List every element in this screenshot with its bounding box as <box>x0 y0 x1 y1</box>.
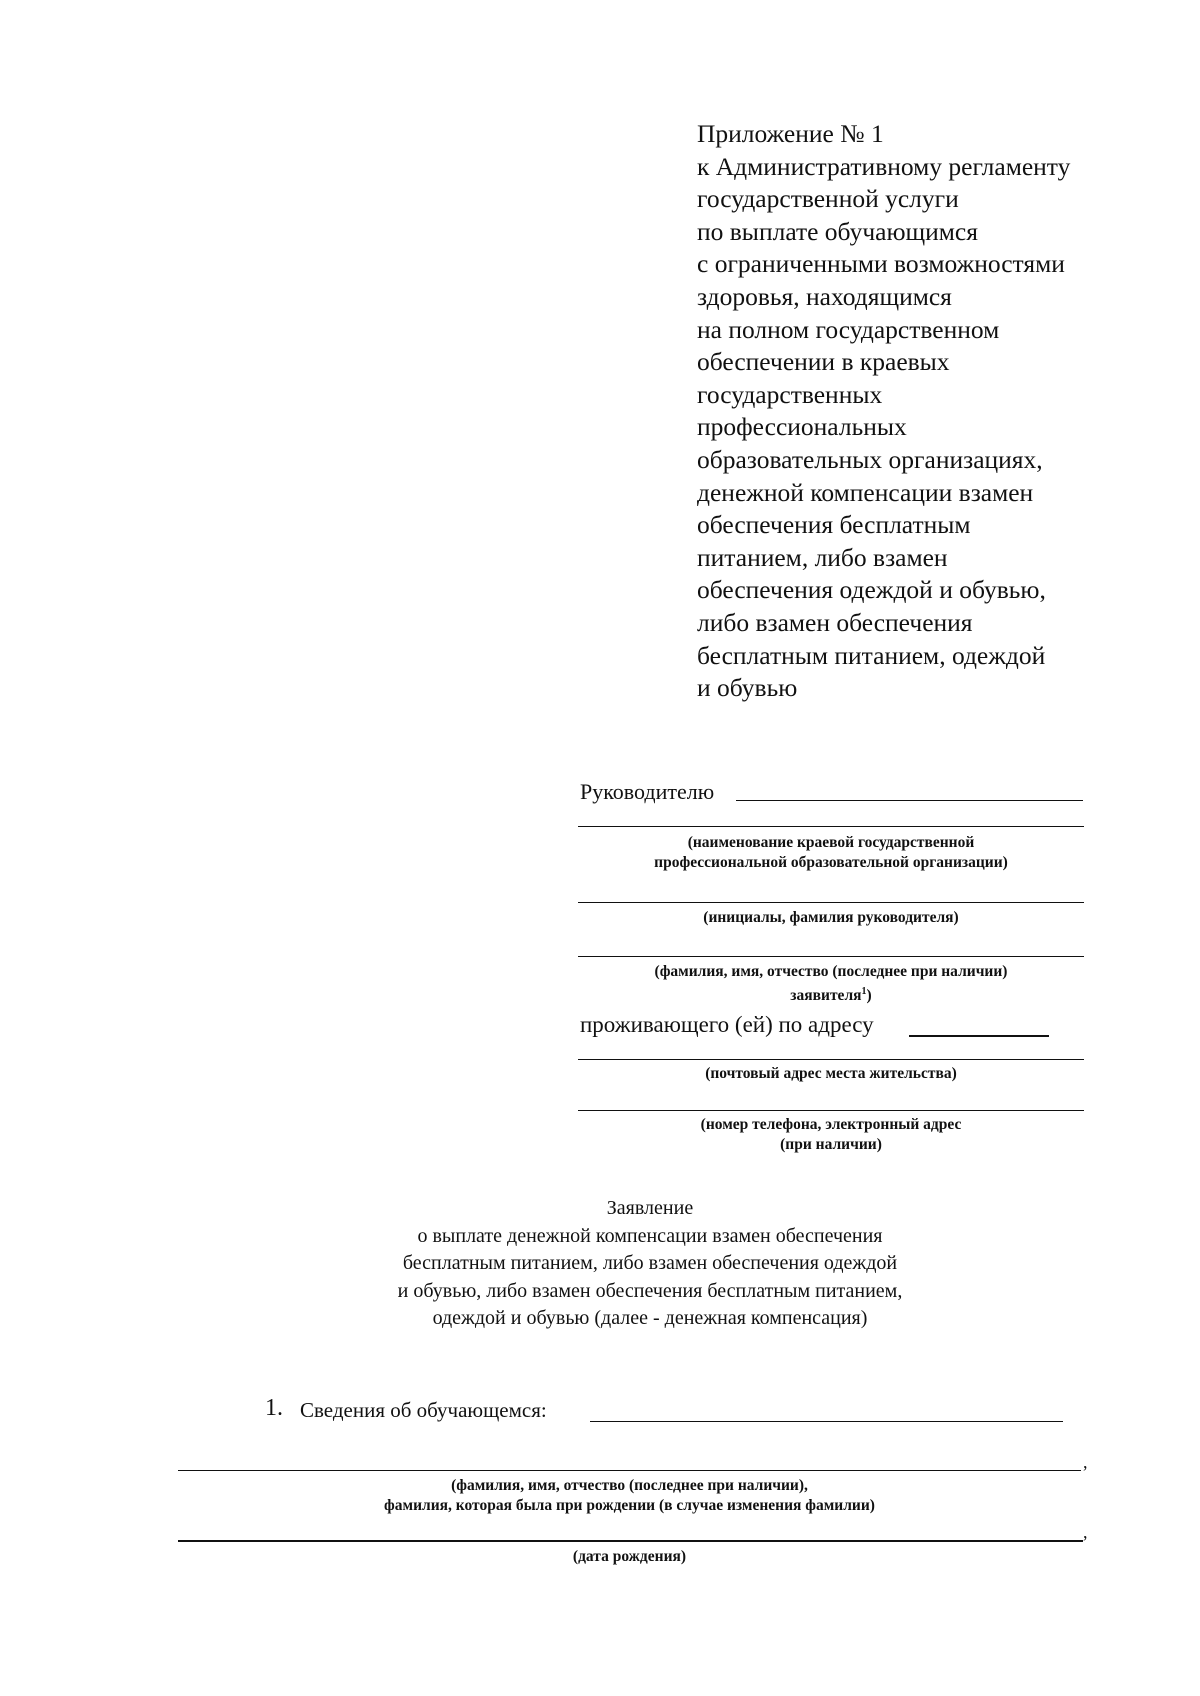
section-label: Сведения об обучающемся: <box>300 1398 547 1422</box>
appendix-line: либо взамен обеспечения <box>697 607 973 637</box>
head-name-field[interactable] <box>736 800 1083 801</box>
head-caption: (инициалы, фамилия руководителя) <box>703 909 959 926</box>
statement-title <box>220 1195 1080 1333</box>
to-head-label: Руководителю <box>580 779 715 804</box>
residing-label: проживающего (ей) по адресу <box>580 1012 874 1037</box>
contact-caption: (номер телефона, электронный адрес (при наличии) <box>700 1116 962 1153</box>
appendix-line: по выплате обучающимся <box>697 216 978 246</box>
footnote-marker: 1 <box>861 986 867 997</box>
appendix-line: с ограниченными возможностями <box>697 249 1065 279</box>
appendix-header <box>697 118 1167 705</box>
statement-subtitle: бесплатным питанием, либо взамен обеспечения одеждой <box>402 1252 898 1274</box>
birth-date-caption: (дата рождения) <box>572 1548 687 1565</box>
student-name-caption: (фамилия, имя, отчество (последнее при наличии), фамилия, которая была при рождении (в случае изменения фамилии) <box>384 1477 875 1514</box>
statement-subtitle: одеждой и обувью (далее - денежная компенсация) <box>432 1307 868 1329</box>
appendix-line: образовательных организациях, <box>697 444 1043 474</box>
appendix-line: обеспечении в краевых <box>697 347 950 377</box>
applicant-name-field[interactable] <box>578 956 1084 957</box>
appendix-line: питанием, либо взамен <box>697 542 948 572</box>
student-info-field[interactable] <box>590 1421 1063 1422</box>
appendix-line: государственных <box>697 379 883 409</box>
appendix-line: денежной компенсации взамен <box>697 477 1034 507</box>
appendix-line: обеспечения одеждой и обувью, <box>697 575 1046 605</box>
appendix-line: здоровья, находящимся <box>697 281 952 311</box>
comma: , <box>1083 1452 1088 1472</box>
appendix-line: государственной услуги <box>697 184 959 214</box>
birth-date-field[interactable] <box>178 1540 1083 1542</box>
org-caption: (наименование краевой государственной профессиональной образовательной организации) <box>654 834 1008 871</box>
org-name-field[interactable] <box>578 826 1084 827</box>
appendix-line: на полном государственном <box>697 314 1000 344</box>
section-number: 1. <box>265 1395 283 1421</box>
appendix-line: профессиональных <box>697 412 907 442</box>
appendix-line: к Административному регламенту <box>697 151 1071 181</box>
address-caption: (почтовый адрес места жительства) <box>705 1065 957 1082</box>
appendix-line: обеспечения бесплатным <box>697 510 971 540</box>
address-short-field[interactable] <box>909 1035 1049 1037</box>
statement-subtitle: о выплате денежной компенсации взамен обеспечения <box>417 1224 883 1247</box>
appendix-line: бесплатным питанием, одеждой <box>697 640 1046 670</box>
appendix-line: Приложение № 1 <box>697 119 884 148</box>
student-name-field[interactable] <box>178 1470 1081 1471</box>
head-initials-field[interactable] <box>578 902 1084 903</box>
address-field[interactable] <box>578 1059 1084 1060</box>
applicant-caption: (фамилия, имя, отчество (последнее при наличии) заявителя$^1$) <box>654 963 1008 1005</box>
comma: , <box>1083 1522 1088 1542</box>
contact-field[interactable] <box>578 1110 1084 1111</box>
statement-subtitle: и обувью, либо взамен обеспечения бесплатным питанием, <box>397 1279 903 1302</box>
statement-heading: Заявление <box>606 1197 694 1219</box>
appendix-line: и обувью <box>697 673 798 703</box>
